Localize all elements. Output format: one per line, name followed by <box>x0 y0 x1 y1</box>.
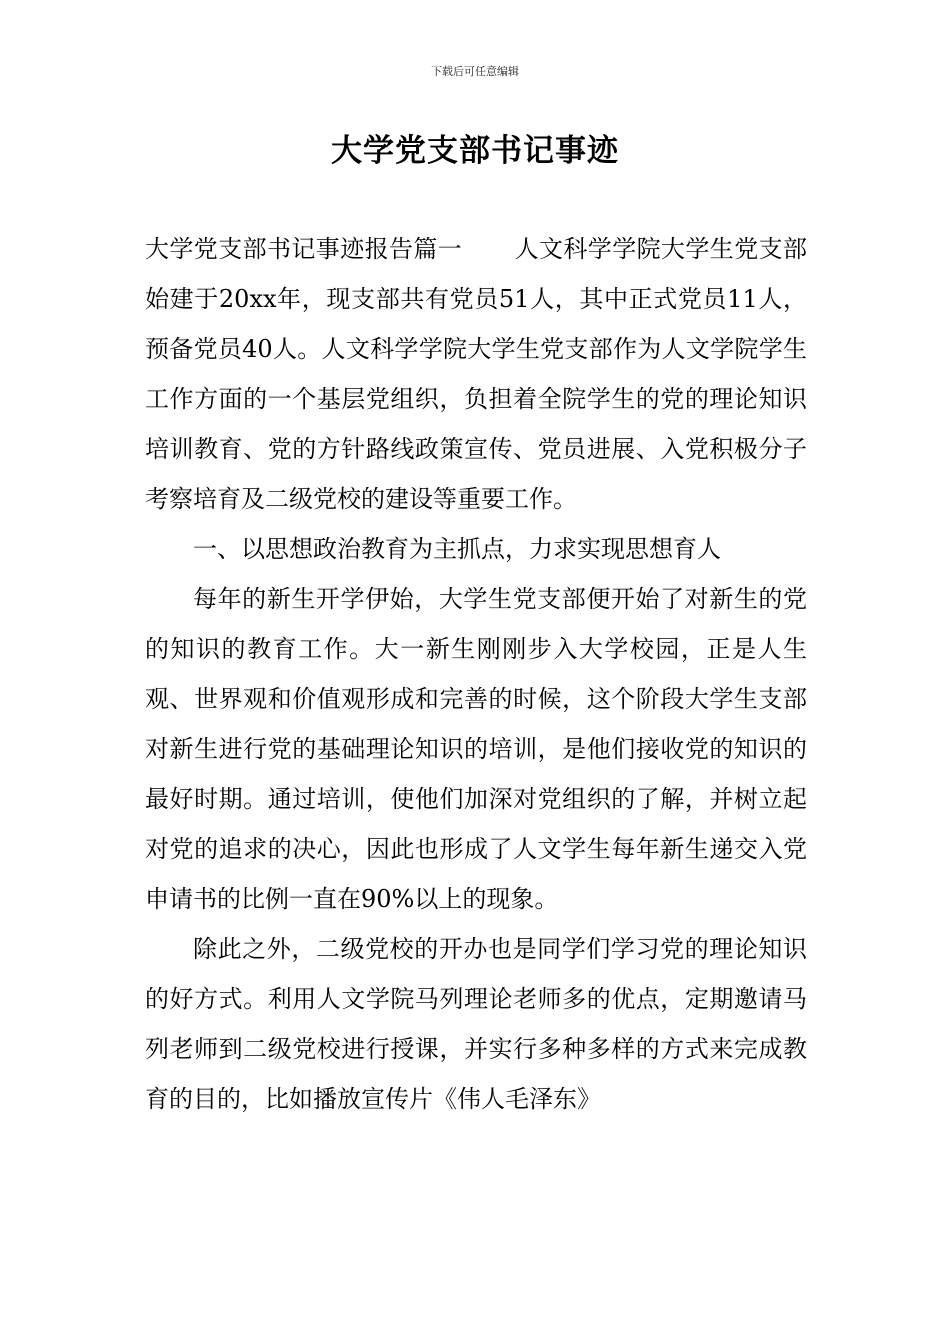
intro-text: 人文科学学院大学生党支部始建于20xx年，现支部共有党员51人，其中正式党员11人，预备党员40人。人文科学学院大学生党支部作为人文学院学生工作方面的一个基层党组织，负担着全院学生的党的理论知识培训教育、党的方针路线政策宣传、党员进展、入党积极分子考察培育及二级党校的建设等重要工作。 <box>145 235 808 513</box>
intro-lead: 大学党支部书记事迹报告篇一 <box>145 235 463 263</box>
page-header-note: 下载后可任意编辑 <box>431 65 519 78</box>
intro-paragraph <box>145 224 807 524</box>
document-title: 大学党支部书记事迹 <box>331 133 619 169</box>
section-heading: 一、以思想政治教育为主抓点，力求实现思想育人 <box>193 535 721 563</box>
body-paragraph-2: 除此之外，二级党校的开办也是同学们学习党的理论知识的好方式。利用人文学院马列理论老师多的优点，定期邀请马列老师到二级党校进行授课，并实行多种多样的方式来完成教育的目的，比如播放宣传片《伟人毛泽东》 <box>145 935 807 1113</box>
document-body <box>145 224 807 1124</box>
body-paragraph-1: 每年的新生开学伊始，大学生党支部便开始了对新生的党的知识的教育工作。大一新生刚刚步入大学校园，正是人生观、世界观和价值观形成和完善的时候，这个阶段大学生支部对新生进行党的基础理论知识的培训，是他们接收党的知识的最好时期。通过培训，使他们加深对党组织的了解，并树立起对党的追求的决心，因此也形成了人文学生每年新生递交入党申请书的比例一直在90%以上的现象。 <box>145 585 807 913</box>
